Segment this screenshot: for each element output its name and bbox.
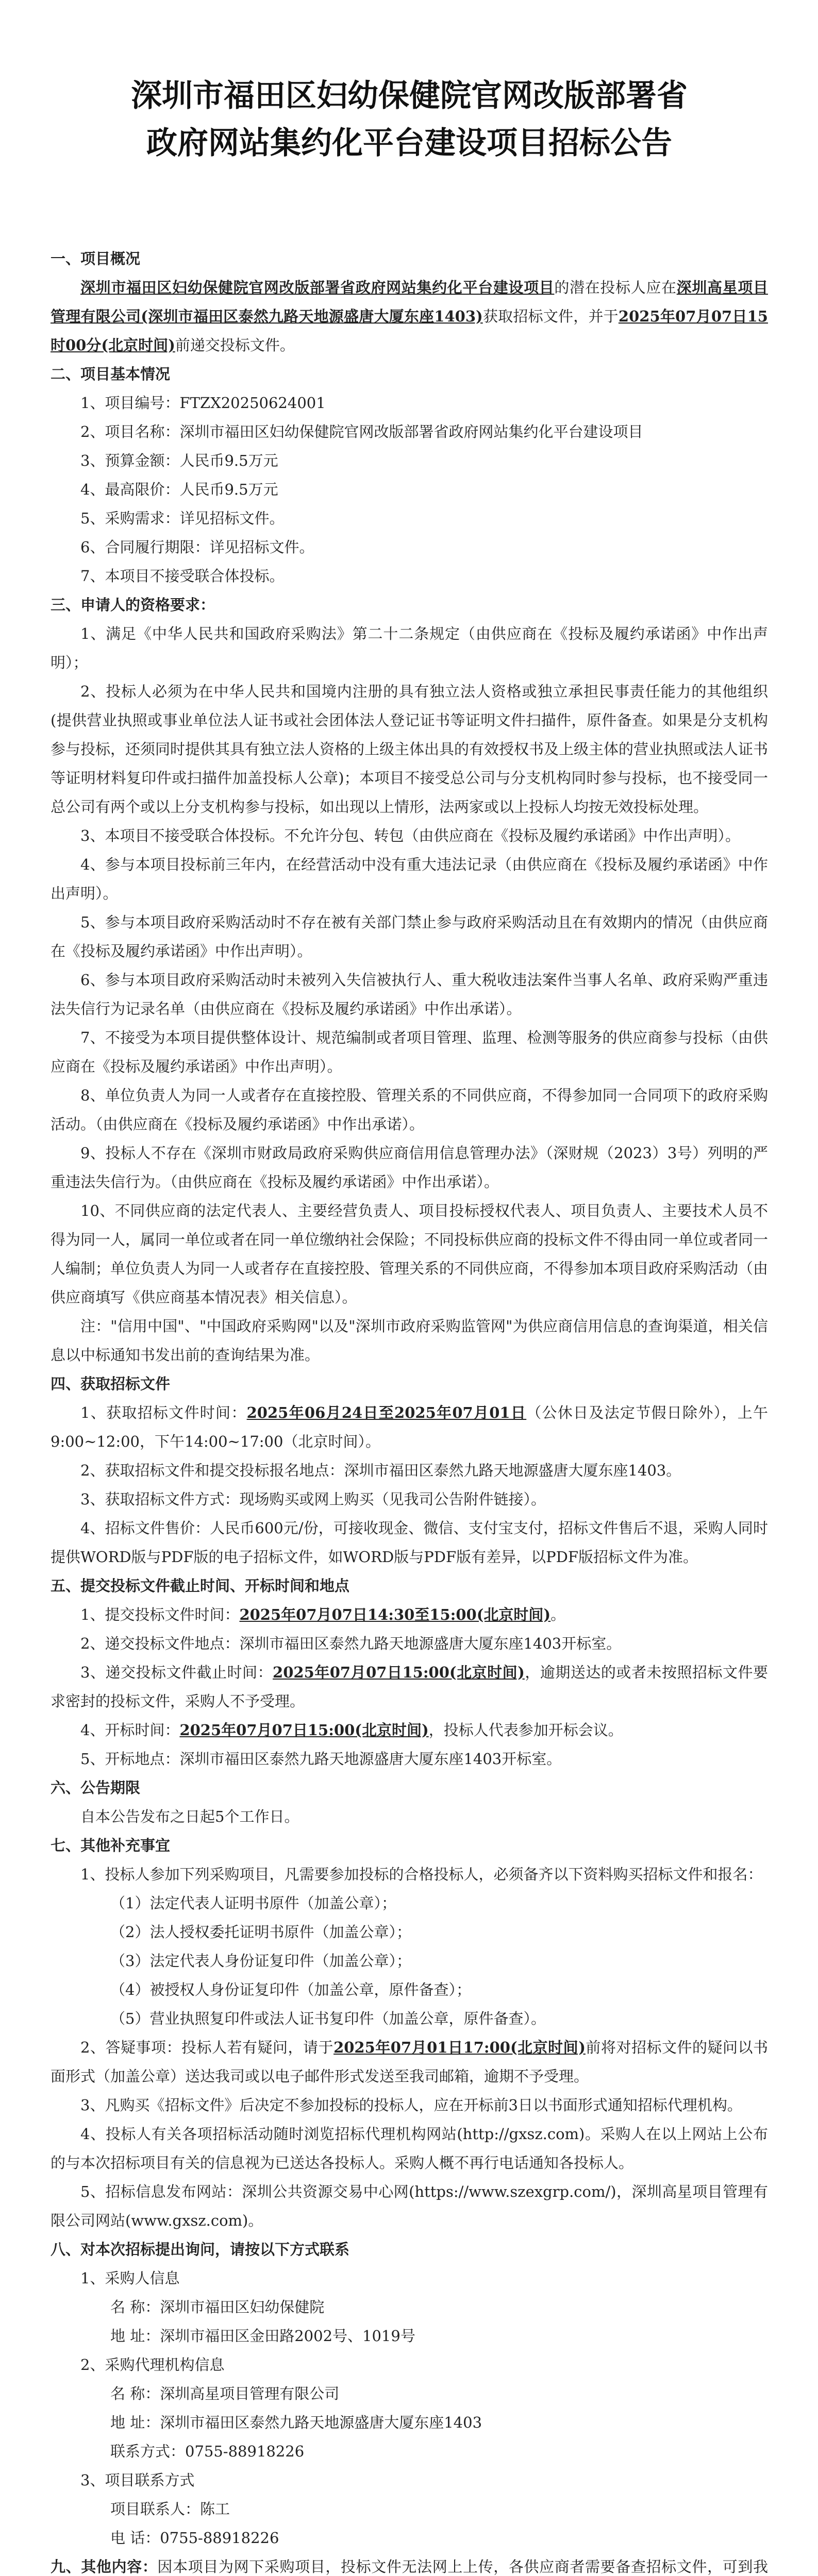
required-document: （3）法定代表人身份证复印件（加盖公章）； <box>110 1952 411 1970</box>
agency-name: 名 称：深圳高星项目管理有限公司 <box>110 2385 340 2402</box>
required-document: （5）营业执照复印件或法人证书复印件（加盖公章，原件备查）。 <box>110 2010 546 2027</box>
purchaser-name: 名 称：深圳市福田区妇幼保健院 <box>110 2298 325 2316</box>
qualification-item: 4、参与本项目投标前三年内，在经营活动中没有重大违法记录（由供应商在《投标及履约承诺函》中作出声明）。 <box>51 856 768 902</box>
section-heading-contact: 八、对本次招标提出询问，请按以下方式联系 <box>51 2241 350 2258</box>
qualification-item: 1、满足《中华人民共和国政府采购法》第二十二条规定（由供应商在《投标及履约承诺函》中作出声明）； <box>51 625 768 671</box>
section-heading-basic-info: 二、项目基本情况 <box>51 365 171 383</box>
qualification-item: 3、本项目不接受联合体投标。不允许分包、转包（由供应商在《投标及履约承诺函》中作出声明）。 <box>80 827 740 844</box>
supplementary-item: 1、投标人参加下列采购项目，凡需要参加投标的合格投标人，必须备齐以下资料购买招标文件和报名： <box>80 1866 763 1883</box>
submission-time: 1、提交投标文件时间：2025年07月07日14:30至15:00(北京时间)。 <box>80 1606 566 1623</box>
qualification-item: 9、投标人不存在《深圳市财政局政府采购供应商信用信息管理办法》（深财规（2023）3号）列明的严重违法失信行为。（由供应商在《投标及履约承诺函》中作出承诺）。 <box>51 1144 768 1191</box>
qualification-item: 10、不同供应商的法定代表人、主要经营负责人、项目投标授权代表人、项目负责人、主要技术人员不得为同一人，属同一单位或者在同一单位缴纳社会保险；不同投标供应商的投标文件不得由同一单位或者同一人编制；单位负责人为同一人或者存在直接控股、管理关系的不同供应商，不得参加本项目政府采购活动（由供应商填写《供应商基本情况表》相关信息）。 <box>51 1202 769 1306</box>
page-title <box>51 72 768 167</box>
qualification-item: 6、参与本项目政府采购活动时未被列入失信被执行人、重大税收违法案件当事人名单、政府采购严重违法失信行为记录名单（由供应商在《投标及履约承诺函》中作出承诺）。 <box>51 971 768 1018</box>
title-line-2: 政府网站集约化平台建设项目招标公告 <box>146 125 672 161</box>
purchaser-address: 地 址：深圳市福田区金田路2002号、1019号 <box>110 2327 415 2345</box>
qualification-item: 7、不接受为本项目提供整体设计、规范编制或者项目管理、监理、检测等服务的供应商参与投标（由供应商在《投标及履约承诺函》中作出声明）。 <box>51 1029 768 1075</box>
overview-paragraph: 深圳市福田区妇幼保健院官网改版部署省政府网站集约化平台建设项目的潜在投标人应在深圳高星项目管理有限公司(深圳市福田区泰然九路天地源盛唐大厦东座1403)获取招标文件，并于2025年07月07日15时00分(北京时间)前递交投标文件。 <box>51 279 768 354</box>
section-heading-qualifications: 三、申请人的资格要求： <box>51 596 215 614</box>
announcement-document <box>51 72 768 2576</box>
qualification-note: 注："信用中国"、"中国政府采购网"以及"深圳市政府采购监管网"为供应商信用信息的查询渠道，相关信息以中标通知书发出前的查询结果为准。 <box>51 1317 768 1364</box>
project-name-inline: 深圳市福田区妇幼保健院官网改版部署省政府网站集约化平台建设项目 <box>80 279 555 296</box>
purchaser-info-label: 1、采购人信息 <box>80 2269 180 2287</box>
document-price: 4、招标文件售价：人民币600元/份，可接收现金、微信、支付宝支付，招标文件售后不退，采购人同时提供WORD版与PDF版的电子招标文件，如WORD版与PDF版有差异，以PDF版招标文件为准。 <box>51 1519 768 1566</box>
section-heading-obtain-documents: 四、获取招标文件 <box>51 1375 171 1393</box>
required-document: （2）法人授权委托证明书原件（加盖公章）； <box>110 1923 411 1941</box>
qualification-item: 8、单位负责人为同一人或者存在直接控股、管理关系的不同供应商，不得参加同一合同项下的政府采购活动。（由供应商在《投标及履约承诺函》中作出承诺）。 <box>51 1087 768 1133</box>
basic-info-item: 2、项目名称：深圳市福田区妇幼保健院官网改版部署省政府网站集约化平台建设项目 <box>80 423 643 440</box>
qualification-item: 2、投标人必须为在中华人民共和国境内注册的具有独立法人资格或独立承担民事责任能力的其他组织(提供营业执照或事业单位法人证书或社会团体法人登记证书等证明文件扫描件，原件备查。如果是分支机构参与投标，还须同时提供其具有独立法人资格的上级主体出具的有效授权书及上级主体的营业执照或法人证书等证明材料复印件或扫描件加盖投标人公章)；本项目不接受总公司与分支机构同时参与投标，也不接受同一总公司有两个或以上分支机构参与投标，如出现以上情形，法两家或以上投标人均按无效投标处理。 <box>51 683 769 816</box>
opening-location: 5、开标地点：深圳市福田区泰然九路天地源盛唐大厦东座1403开标室。 <box>80 1750 562 1768</box>
section-heading-period: 六、公告期限 <box>51 1779 141 1797</box>
project-contact-label: 3、项目联系方式 <box>80 2471 195 2489</box>
supplementary-question: 2、答疑事项：投标人若有疑问，请于2025年07月01日17:00(北京时间)前将对招标文件的疑问以书面形式（加盖公章）送达我司或以电子邮件形式发送至我司邮箱，逾期不予受理。 <box>51 2039 768 2085</box>
basic-info-item: 4、最高限价：人民币9.5万元 <box>80 481 278 498</box>
agency-phone: 联系方式：0755-88918226 <box>110 2443 305 2460</box>
agency-address: 地 址：深圳市福田区泰然九路天地源盛唐大厦东座1403 <box>110 2414 482 2431</box>
supplementary-item: 4、投标人有关各项招标活动随时浏览招标代理机构网站(http://gxsz.com)。采购人在以上网站上公布的与本次招标项目有关的信息视为已送达各投标人。采购人概不再行电话通知各投标人。 <box>51 2125 768 2172</box>
opening-time: 4、开标时间：2025年07月07日15:00(北京时间)，投标人代表参加开标会议。 <box>80 1721 623 1739</box>
submission-deadline: 3、递交投标文件截止时间：2025年07月07日15:00(北京时间)，逾期送达的或者未按照招标文件要求密封的投标文件，采购人不予受理。 <box>51 1664 768 1710</box>
obtain-time: 1、获取招标文件时间：2025年06月24日至2025年07月01日（公休日及法定节假日除外），上午9:00~12:00，下午14:00~17:00（北京时间）。 <box>51 1404 768 1450</box>
supplementary-item: 3、凡购买《招标文件》后决定不参加投标的投标人，应在开标前3日以书面形式通知招标代理机构。 <box>80 2096 742 2114</box>
title-line-1: 深圳市福田区妇幼保健院官网改版部署省 <box>131 78 688 114</box>
required-document: （4）被授权人身份证复印件（加盖公章，原件备查）； <box>110 1981 471 1998</box>
basic-info-item: 7、本项目不接受联合体投标。 <box>80 567 285 585</box>
agency-address-inline: 深圳高星项目管理有限公司(深圳市福田区泰然九路天地源盛唐大厦东座1403) <box>51 279 768 325</box>
section-heading-other: 九、其他内容： <box>51 2558 158 2575</box>
basic-info-item: 5、采购需求：详见招标文件。 <box>80 510 285 527</box>
section-heading-overview: 一、项目概况 <box>51 250 141 267</box>
qualification-item: 5、参与本项目政府采购活动时不存在被有关部门禁止参与政府采购活动且在有效期内的情况（由供应商在《投标及履约承诺函》中作出声明）。 <box>51 913 768 960</box>
obtain-method: 3、获取招标文件方式：现场购买或网上购买（见我司公告附件链接）。 <box>80 1490 546 1508</box>
section-heading-supplementary: 七、其他补充事宜 <box>51 1837 171 1854</box>
submission-location: 2、递交投标文件地点：深圳市福田区泰然九路天地源盛唐大厦东座1403开标室。 <box>80 1635 622 1652</box>
other-content: 九、其他内容：因本项目为网下采购项目，投标文件无法网上上传，各供应商者需要备查招标文件，可到我 <box>51 2558 768 2575</box>
section-heading-submission: 五、提交投标文件截止时间、开标时间和地点 <box>51 1577 350 1595</box>
announcement-period: 自本公告发布之日起5个工作日。 <box>80 1808 299 1825</box>
project-contact-phone: 电 话：0755-88918226 <box>110 2529 279 2547</box>
basic-info-item: 3、预算金额：人民币9.5万元 <box>80 452 278 469</box>
basic-info-item: 1、项目编号：FTZX20250624001 <box>80 394 326 412</box>
basic-info-item: 6、合同履行期限：详见招标文件。 <box>80 538 314 556</box>
agency-info-label: 2、采购代理机构信息 <box>80 2356 225 2374</box>
required-document: （1）法定代表人证明书原件（加盖公章）； <box>110 1894 396 1912</box>
deadline-inline: 2025年07月07日15时00分(北京时间) <box>51 308 768 354</box>
project-contact-person: 项目联系人：陈工 <box>110 2500 230 2518</box>
supplementary-item: 5、招标信息发布网站：深圳公共资源交易中心网(https://www.szexgrp.com/)，深圳高星项目管理有限公司网站(www.gxsz.com)。 <box>51 2183 768 2229</box>
obtain-location: 2、获取招标文件和提交投标报名地点：深圳市福田区泰然九路天地源盛唐大厦东座1403。 <box>80 1462 681 1479</box>
